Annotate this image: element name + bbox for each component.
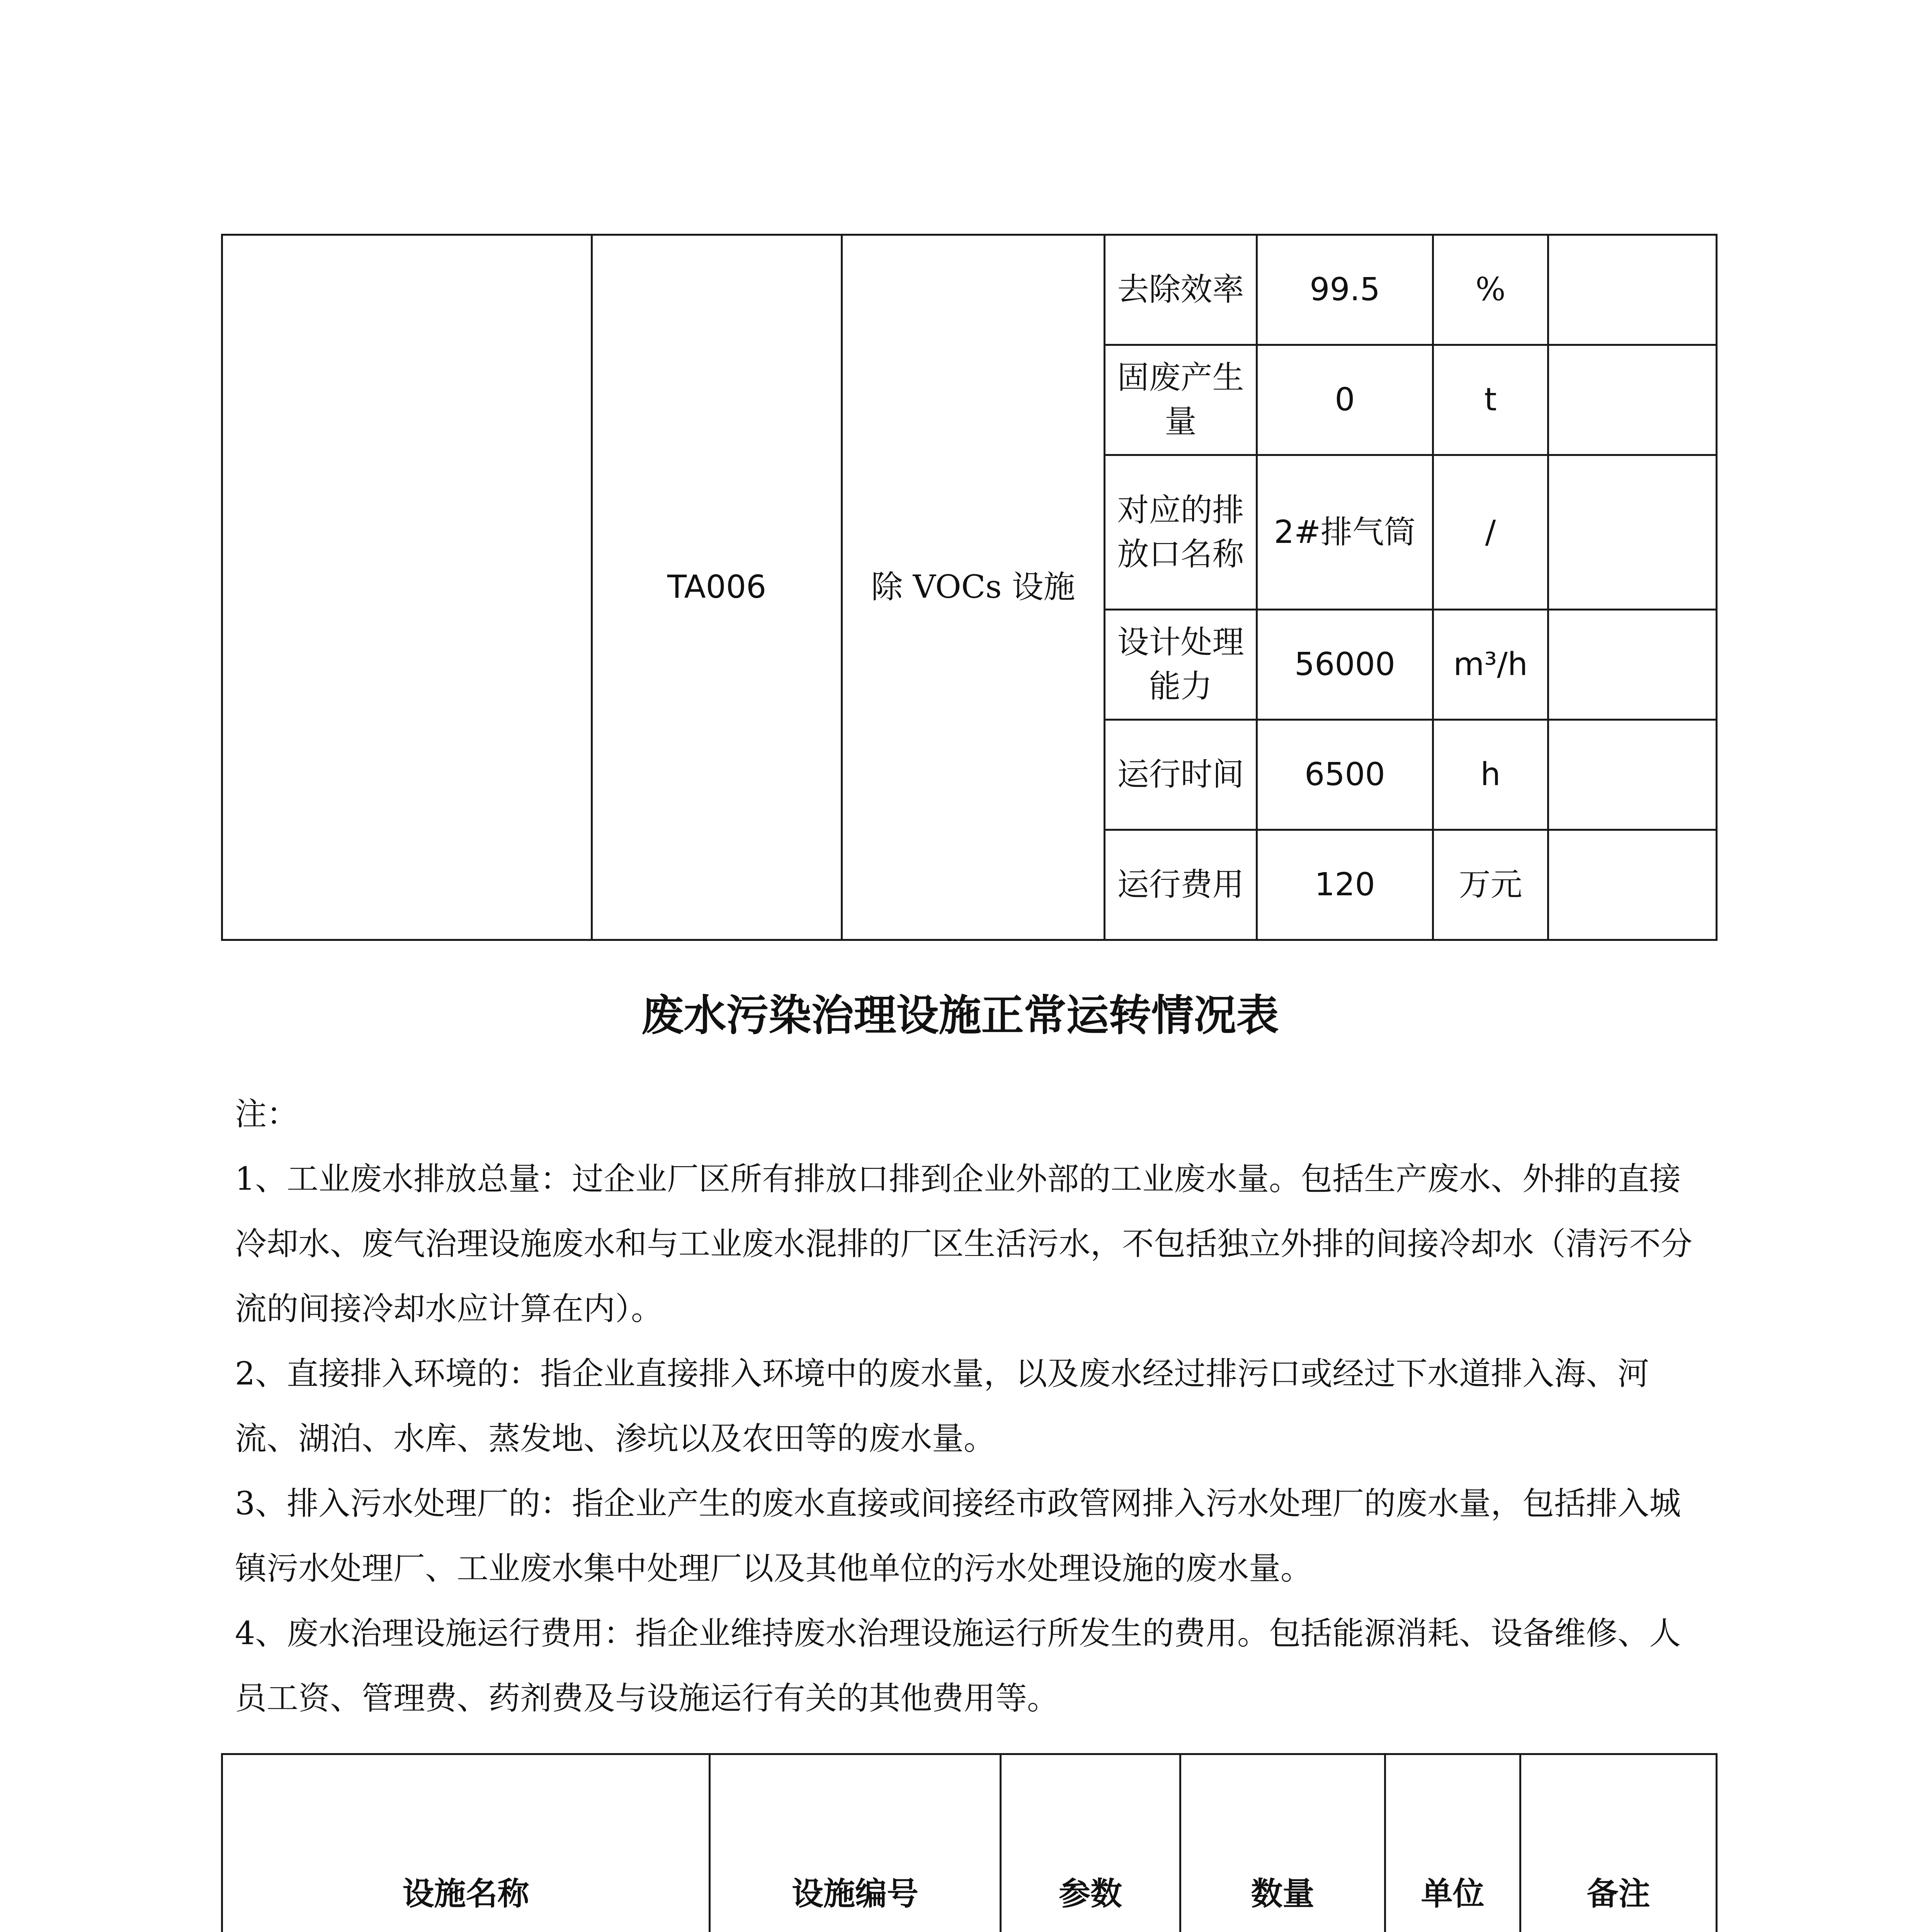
param-cell: 去除效率 [1105, 235, 1257, 345]
unit-cell: % [1433, 235, 1548, 345]
air-facility-table [221, 234, 1718, 941]
value-cell: 56000 [1257, 610, 1433, 720]
remark-cell [1548, 720, 1717, 830]
section-title: 废水污染治理设施正常运转情况表 [641, 991, 1279, 1040]
column-header: 单位 [1385, 1754, 1520, 1932]
empty-cell [222, 235, 592, 940]
table-header-row [222, 1754, 1717, 1932]
unit-cell: m³/h [1433, 610, 1548, 720]
column-header: 参数 [1001, 1754, 1180, 1932]
param-cell: 固废产生量 [1105, 345, 1257, 455]
remark-cell [1548, 830, 1717, 940]
remark-cell [1548, 455, 1717, 610]
column-header: 备注 [1520, 1754, 1717, 1932]
unit-cell: 万元 [1433, 830, 1548, 940]
param-cell: 运行费用 [1105, 830, 1257, 940]
notes-block [235, 1082, 1703, 1731]
wastewater-facility-table [221, 1753, 1718, 1932]
param-cell: 运行时间 [1105, 720, 1257, 830]
table-row [222, 235, 1717, 345]
remark-cell [1548, 235, 1717, 345]
note-item: 1、工业废水排放总量：过企业厂区所有排放口排到企业外部的工业废水量。包括生产废水、外排的直接冷却水、废气治理设施废水和与工业废水混排的厂区生活污水，不包括独立外排的间接冷却水（清污不分流的间接冷却水应计算在内）。 [235, 1161, 1693, 1327]
remark-cell [1548, 610, 1717, 720]
value-cell: 2#排气筒 [1257, 455, 1433, 610]
note-item: 4、废水治理设施运行费用：指企业维持废水治理设施运行所发生的费用。包括能源消耗、设备维修、人员工资、管理费、药剂费及与设施运行有关的其他费用等。 [235, 1615, 1681, 1717]
column-header: 数量 [1180, 1754, 1385, 1932]
remark-cell [1548, 345, 1717, 455]
unit-cell: h [1433, 720, 1548, 830]
value-cell: 99.5 [1257, 235, 1433, 345]
facility-name-cell: 除 VOCs 设施 [842, 235, 1105, 940]
facility-id-cell: TA006 [592, 235, 842, 940]
value-cell: 6500 [1257, 720, 1433, 830]
column-header: 设施名称 [222, 1754, 710, 1932]
column-header: 设施编号 [710, 1754, 1001, 1932]
note-item: 3、排入污水处理厂的：指企业产生的废水直接或间接经市政管网排入污水处理厂的废水量，包括排入城镇污水处理厂、工业废水集中处理厂以及其他单位的污水处理设施的废水量。 [235, 1485, 1681, 1587]
note-heading: 注： [235, 1096, 299, 1133]
unit-cell: / [1433, 455, 1548, 610]
value-cell: 120 [1257, 830, 1433, 940]
unit-cell: t [1433, 345, 1548, 455]
param-cell: 对应的排放口名称 [1105, 455, 1257, 610]
note-item: 2、直接排入环境的：指企业直接排入环境中的废水量，以及废水经过排污口或经过下水道排入海、河流、湖泊、水库、蒸发地、渗坑以及农田等的废水量。 [235, 1355, 1650, 1457]
param-cell: 设计处理能力 [1105, 610, 1257, 720]
value-cell: 0 [1257, 345, 1433, 455]
